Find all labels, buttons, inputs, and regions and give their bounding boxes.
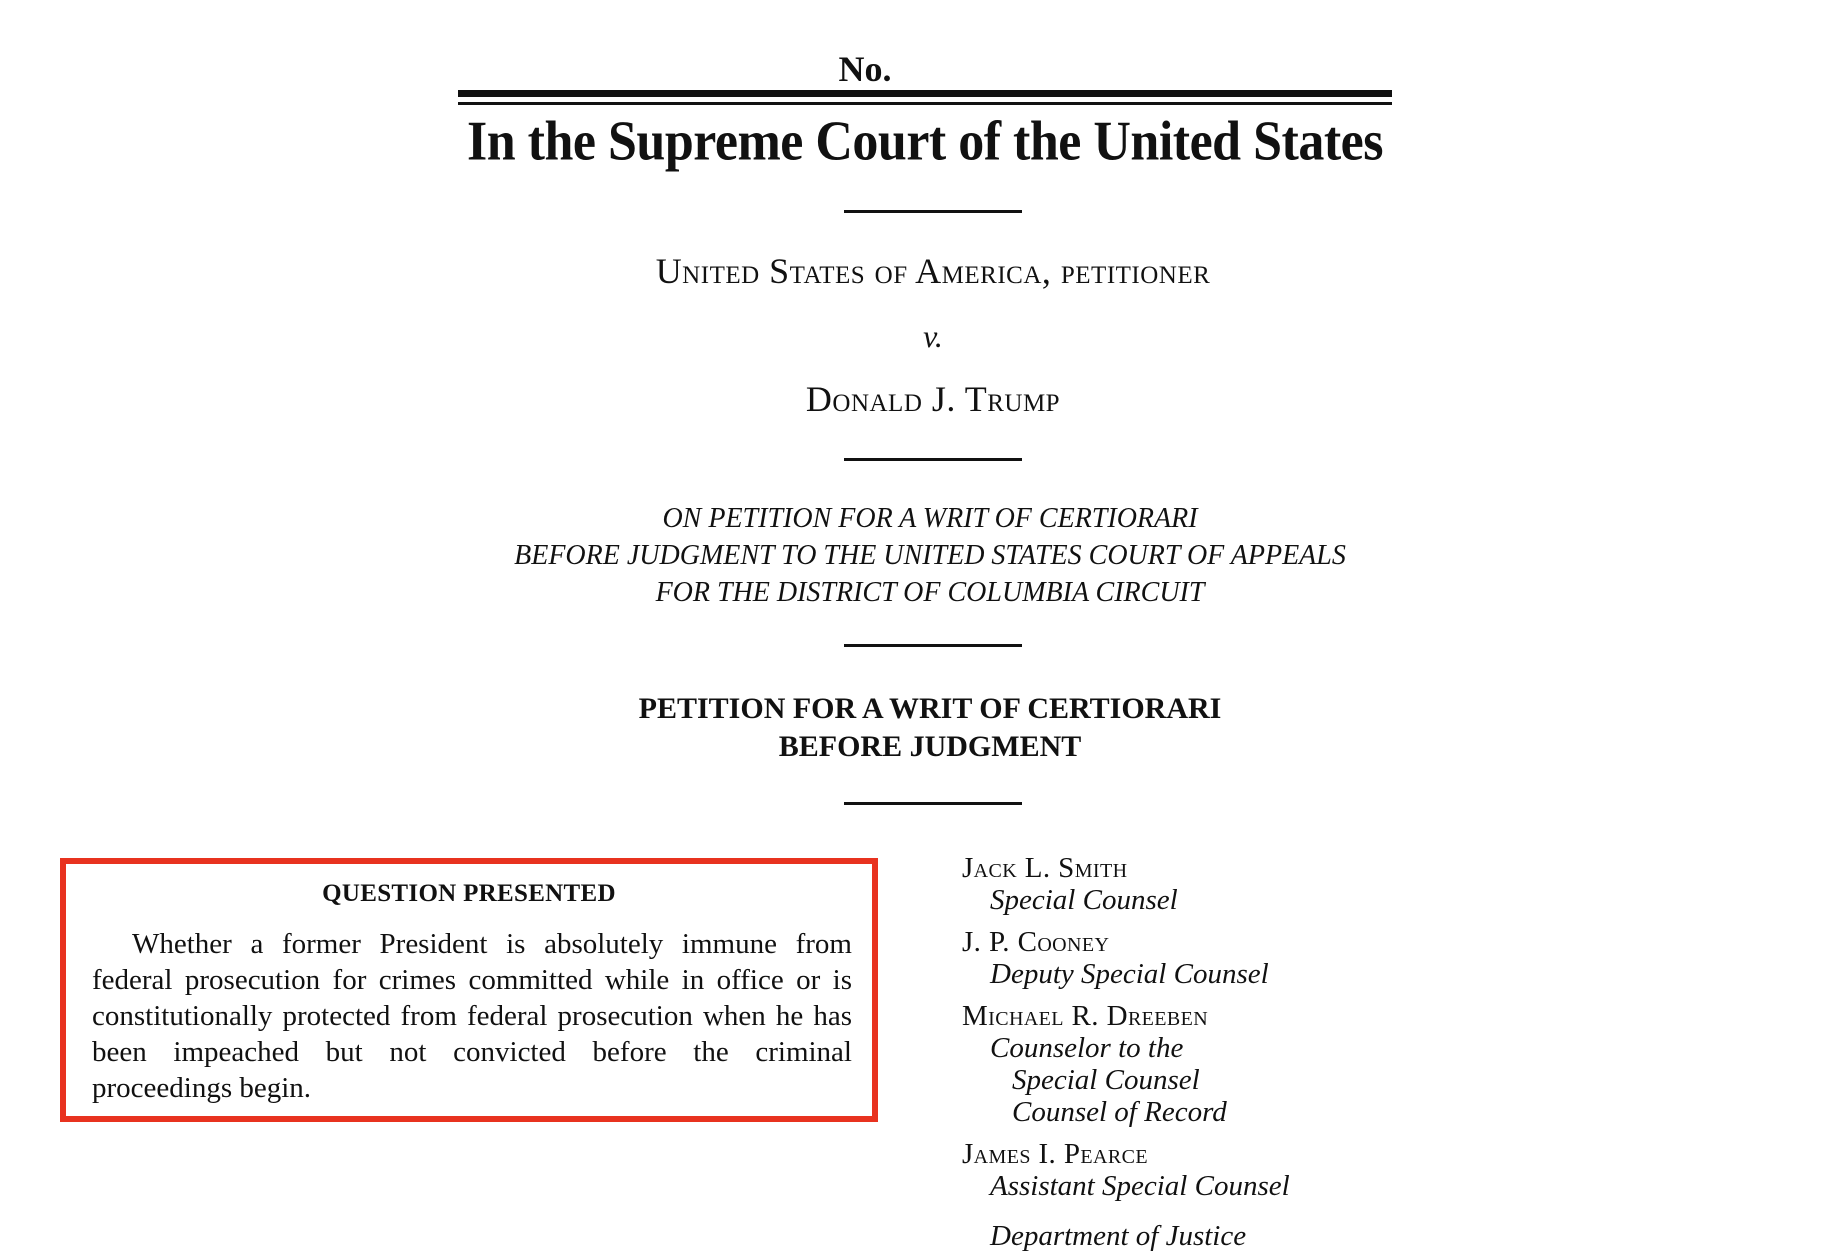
- header-rule-thick: [458, 90, 1392, 97]
- counsel-list: [962, 852, 1482, 1252]
- respondent-name: Donald J. Trump: [805, 379, 1061, 419]
- counsel-title: Counselor to the: [990, 1032, 1184, 1064]
- court-title: In the Supreme Court of the United States: [467, 110, 1383, 173]
- counsel-title: Deputy Special Counsel: [990, 958, 1269, 990]
- divider-rule-4: [844, 802, 1022, 805]
- petition-line: BEFORE JUDGMENT TO THE UNITED STATES COURT OF APPEALS: [514, 540, 1346, 571]
- versus-label: v.: [923, 318, 943, 354]
- question-heading: QUESTION PRESENTED: [322, 880, 616, 907]
- counsel-title: Special Counsel: [990, 884, 1178, 916]
- question-text: Whether a former President is absolutely immune from federal prosecution for crimes committed while in office or is constitutionally protected from federal prosecution when he has been impeached but not convicted before the criminal proceedings begin.: [92, 928, 852, 1104]
- divider-rule-2: [844, 458, 1022, 461]
- docket-number: No.: [838, 49, 892, 89]
- divider-rule-1: [844, 210, 1022, 213]
- petition-description: [440, 500, 1420, 611]
- counsel-name: James I. Pearce: [962, 1138, 1148, 1170]
- petition-title-line: BEFORE JUDGMENT: [778, 730, 1082, 763]
- counsel-title: Counsel of Record: [1012, 1096, 1227, 1128]
- counsel-title: Special Counsel: [1012, 1064, 1200, 1096]
- counsel-name: Michael R. Dreeben: [962, 1000, 1209, 1032]
- divider-rule-3: [844, 644, 1022, 647]
- header-rule-thin: [458, 102, 1392, 105]
- petition-title-line: PETITION FOR A WRIT OF CERTIORARI: [638, 692, 1222, 725]
- petition-title: [440, 690, 1420, 766]
- petitioner-name: United States of America, petitioner: [655, 251, 1211, 291]
- petition-line: ON PETITION FOR A WRIT OF CERTIORARI: [662, 503, 1198, 534]
- counsel-name: J. P. Cooney: [962, 926, 1110, 958]
- department-name: Department of Justice: [990, 1220, 1247, 1252]
- petition-line: FOR THE DISTRICT OF COLUMBIA CIRCUIT: [655, 577, 1205, 608]
- counsel-title: Assistant Special Counsel: [990, 1170, 1290, 1202]
- counsel-name: Jack L. Smith: [962, 852, 1128, 884]
